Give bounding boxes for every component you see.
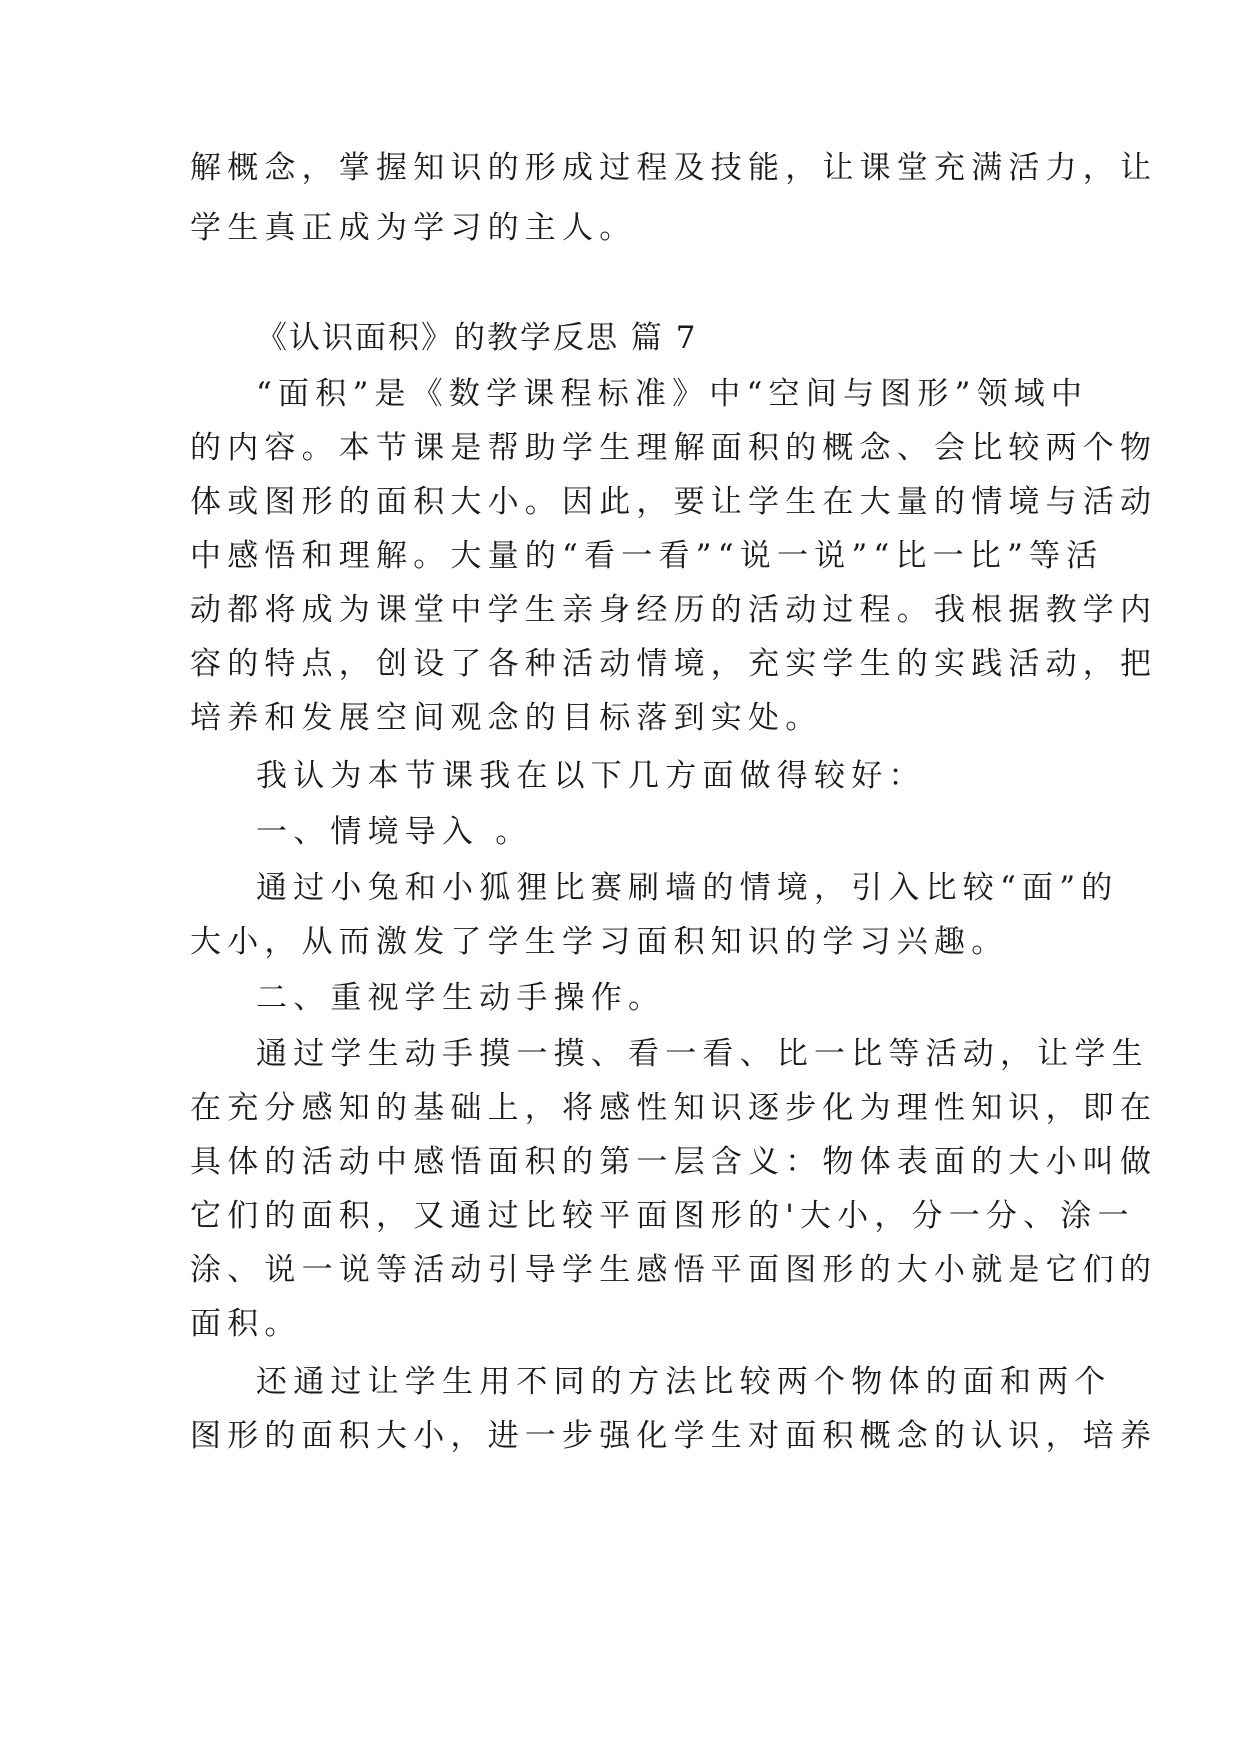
paragraph-line: 我认为本节课我在以下几方面做得较好： xyxy=(256,758,926,794)
paragraph-line: 学生真正成为学习的主人。 xyxy=(190,210,637,246)
paragraph-line: 具体的活动中感悟面积的第一层含义：物体表面的大小叫做 xyxy=(190,1144,1158,1180)
paragraph-line: 容的特点，创设了各种活动情境，充实学生的实践活动，把 xyxy=(190,646,1158,682)
paragraph-line: 大小，从而激发了学生学习面积知识的学习兴趣。 xyxy=(190,924,1009,960)
paragraph-line: 解概念，掌握知识的形成过程及技能，让课堂充满活力，让 xyxy=(190,150,1158,186)
paragraph-line: 体或图形的面积大小。因此，要让学生在大量的情境与活动 xyxy=(190,484,1158,520)
paragraph-line: 它们的面积，又通过比较平面图形的'大小，分一分、涂一 xyxy=(190,1198,1135,1234)
paragraph-line: 面积。 xyxy=(190,1306,302,1342)
paragraph-line: 通过小兔和小狐狸比赛刷墙的情境，引入比较“面”的 xyxy=(256,870,1119,906)
list-heading: 一、情境导入 。 xyxy=(256,814,533,850)
paragraph-line: 涂、说一说等活动引导学生感悟平面图形的大小就是它们的 xyxy=(190,1252,1158,1288)
list-heading: 二、重视学生动手操作。 xyxy=(256,980,666,1016)
paragraph-line: “面积”是《数学课程标准》中“空间与图形”领域中 xyxy=(256,376,1089,412)
paragraph-line: 动都将成为课堂中学生亲身经历的活动过程。我根据教学内 xyxy=(190,592,1158,628)
section-heading: 《认识面积》的教学反思 篇 7 xyxy=(256,320,698,356)
paragraph-line: 还通过让学生用不同的方法比较两个物体的面和两个 xyxy=(256,1364,1112,1400)
paragraph-line: 图形的面积大小，进一步强化学生对面积概念的认识，培养 xyxy=(190,1418,1158,1454)
paragraph-line: 培养和发展空间观念的目标落到实处。 xyxy=(190,700,823,736)
paragraph-line: 中感悟和理解。大量的“看一看”“说一说”“比一比”等活 xyxy=(190,538,1104,574)
paragraph-line: 在充分感知的基础上，将感性知识逐步化为理性知识，即在 xyxy=(190,1090,1158,1126)
paragraph-line: 的内容。本节课是帮助学生理解面积的概念、会比较两个物 xyxy=(190,430,1158,466)
paragraph-line: 通过学生动手摸一摸、看一看、比一比等活动，让学生 xyxy=(256,1036,1149,1072)
